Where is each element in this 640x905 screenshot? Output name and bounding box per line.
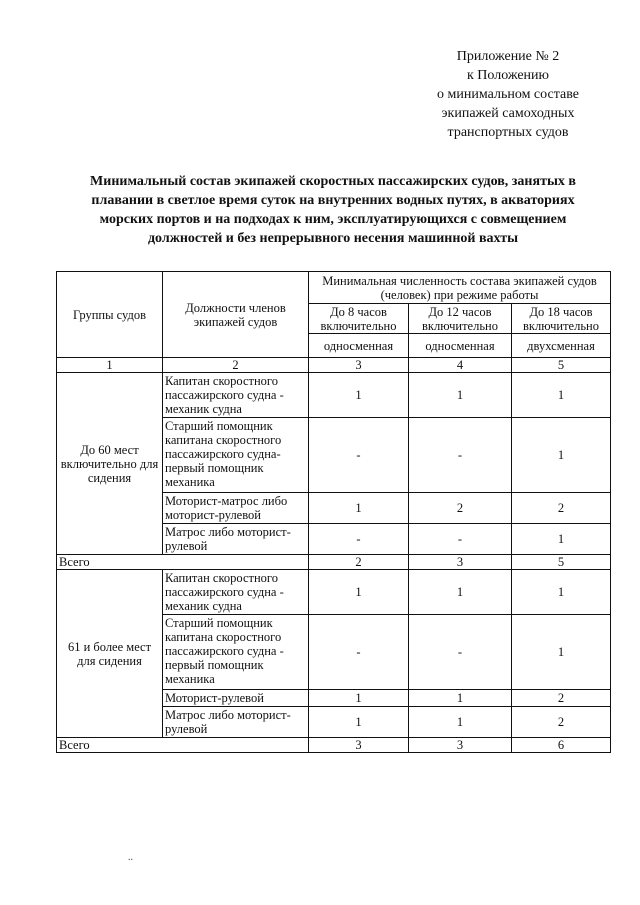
- position-cell: Моторист-рулевой: [163, 690, 309, 707]
- appendix-line: о минимальном составе: [437, 87, 579, 102]
- position-cell: Старший помощник капитана скоростного пассажирского судна - первый помощник механика: [163, 615, 309, 690]
- value-cell: 1: [409, 373, 512, 418]
- value-cell: 1: [409, 570, 512, 615]
- position-cell: Старший помощник капитана скоростного пассажирского судна-первый помощник механика: [163, 418, 309, 493]
- header-shift: двухсменная: [512, 334, 611, 358]
- value-cell: -: [409, 418, 512, 493]
- total-label: Всего: [57, 738, 309, 753]
- column-number: 3: [309, 358, 409, 373]
- appendix-line: транспортных судов: [447, 125, 569, 140]
- total-value: 3: [409, 555, 512, 570]
- column-number: 1: [57, 358, 163, 373]
- header-row: [57, 272, 611, 304]
- value-cell: 1: [409, 707, 512, 738]
- value-cell: 1: [512, 570, 611, 615]
- position-cell: Капитан скоростного пассажирского судна - механик судна: [163, 373, 309, 418]
- column-number-row: [57, 358, 611, 373]
- title-line: плавании в светлое время суток на внутренних водных путях, в акваториях: [91, 193, 575, 208]
- column-number: 2: [163, 358, 309, 373]
- header-period: До 12 часов включительно: [409, 304, 512, 334]
- value-cell: 1: [409, 690, 512, 707]
- table-row: [57, 570, 611, 615]
- appendix-line: Приложение № 2: [456, 49, 560, 64]
- total-label: Всего: [57, 555, 309, 570]
- position-cell: Капитан скоростного пассажирского судна - механик судна: [163, 570, 309, 615]
- header-groups: Группы судов: [57, 272, 163, 358]
- header-shift: односменная: [409, 334, 512, 358]
- value-cell: -: [309, 524, 409, 555]
- position-cell: Матрос либо моторист-рулевой: [163, 524, 309, 555]
- header-shift: односменная: [309, 334, 409, 358]
- total-row: [57, 555, 611, 570]
- value-cell: 1: [309, 373, 409, 418]
- group-name: До 60 мест включительно для сидения: [57, 373, 163, 555]
- table-row: [57, 373, 611, 418]
- value-cell: 1: [512, 418, 611, 493]
- total-value: 6: [512, 738, 611, 753]
- appendix-line: экипажей самоходных: [441, 106, 575, 121]
- value-cell: 2: [512, 707, 611, 738]
- total-row: [57, 738, 611, 753]
- value-cell: 1: [309, 690, 409, 707]
- value-cell: 2: [409, 493, 512, 524]
- value-cell: 1: [512, 373, 611, 418]
- value-cell: 1: [512, 524, 611, 555]
- title-line: морских портов и на подходах к ним, эксплуатирующихся с совмещением: [99, 212, 567, 227]
- column-number: 5: [512, 358, 611, 373]
- appendix-line: к Положению: [466, 68, 549, 83]
- total-value: 3: [409, 738, 512, 753]
- header-period: До 8 часов включительно: [309, 304, 409, 334]
- total-value: 3: [309, 738, 409, 753]
- header-positions: Должности членов экипажей судов: [163, 272, 309, 358]
- value-cell: -: [309, 615, 409, 690]
- value-cell: -: [409, 524, 512, 555]
- document-title: [56, 172, 610, 248]
- column-number: 4: [409, 358, 512, 373]
- value-cell: 1: [309, 570, 409, 615]
- value-cell: 2: [512, 690, 611, 707]
- value-cell: 1: [309, 707, 409, 738]
- appendix-reference: [408, 47, 608, 142]
- value-cell: 1: [309, 493, 409, 524]
- value-cell: -: [409, 615, 512, 690]
- value-cell: -: [309, 418, 409, 493]
- position-cell: Моторист-матрос либо моторист-рулевой: [163, 493, 309, 524]
- title-line: Минимальный состав экипажей скоростных пассажирских судов, занятых в: [90, 174, 576, 189]
- crew-table: [56, 271, 611, 753]
- header-min-crew: Минимальная численность состава экипажей судов (человек) при режиме работы: [309, 272, 611, 304]
- position-cell: Матрос либо моторист-рулевой: [163, 707, 309, 738]
- total-value: 2: [309, 555, 409, 570]
- value-cell: 2: [512, 493, 611, 524]
- header-period: До 18 часов включительно: [512, 304, 611, 334]
- scan-specks: ..: [128, 852, 133, 863]
- value-cell: 1: [512, 615, 611, 690]
- title-line: должностей и без непрерывного несения машинной вахты: [147, 231, 519, 246]
- group-name: 61 и более мест для сидения: [57, 570, 163, 738]
- total-value: 5: [512, 555, 611, 570]
